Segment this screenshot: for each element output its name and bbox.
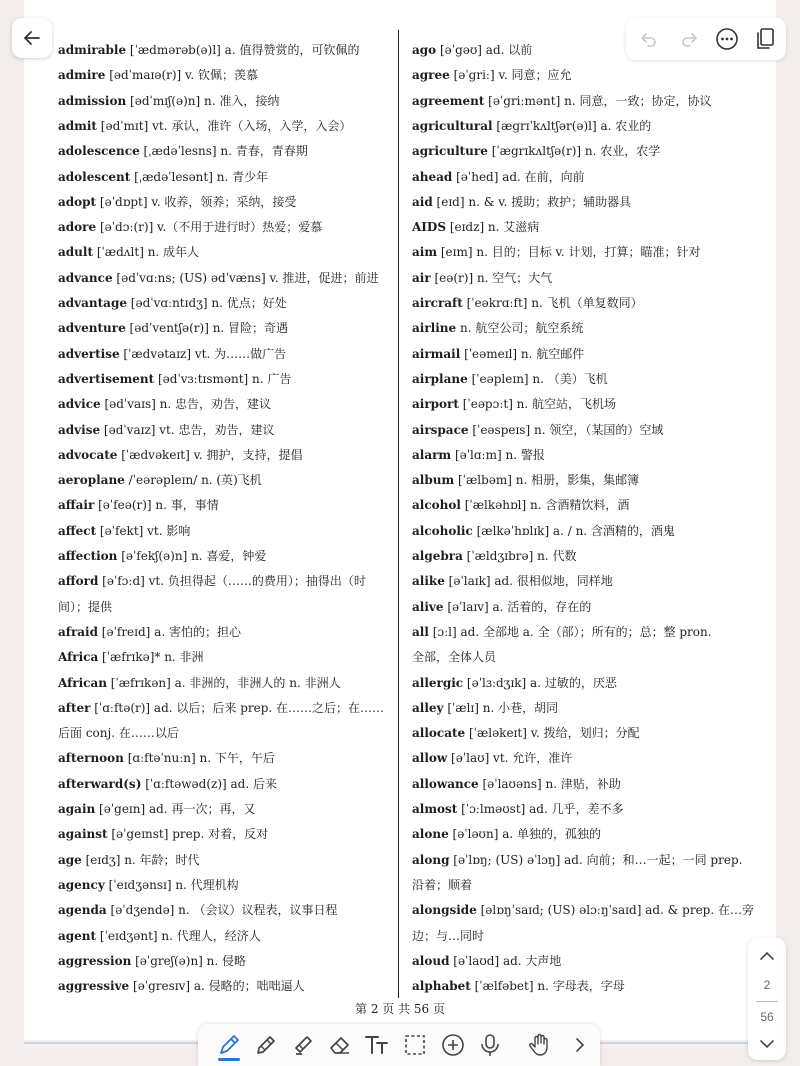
headword: afraid: [58, 624, 98, 639]
headword: airport: [412, 397, 459, 412]
definition: [ˈɑːftə(r)] ad. 以后；后来 prep. 在……之后；在……: [90, 700, 385, 715]
hand-icon: [527, 1032, 553, 1058]
headword: airline: [412, 321, 457, 336]
pen-tool-button[interactable]: [214, 1030, 244, 1060]
headword: airmail: [412, 346, 461, 361]
dictionary-entry: [58, 139, 400, 164]
pencil-tool-button[interactable]: [251, 1030, 281, 1060]
dictionary-entry: [412, 291, 764, 316]
dictionary-entry: [58, 392, 400, 417]
page-footer: 第 2 页 共 56 页: [355, 1002, 445, 1016]
text-tool-icon: [363, 1032, 391, 1058]
dictionary-entry: [58, 63, 400, 88]
headword: agenda: [58, 903, 107, 918]
text-tool-button[interactable]: [362, 1030, 392, 1060]
dictionary-entry: [412, 671, 764, 696]
headword: aloud: [412, 953, 450, 968]
definition: [ˈɑːftəwəd(z)] ad. 后来: [141, 776, 277, 791]
dictionary-entry: [412, 519, 764, 544]
definition: [ˈædvəkeɪt] v. 拥护，支持，提倡: [117, 447, 303, 462]
headword: alive: [412, 599, 444, 614]
dictionary-entry: [58, 671, 400, 696]
headword: alcohol: [412, 498, 461, 513]
pencil-icon: [253, 1032, 279, 1058]
back-button[interactable]: [12, 18, 52, 58]
definition: [ədˈvɜːtɪsmənt] n. 广告: [154, 371, 292, 386]
column-divider: [398, 30, 399, 998]
definition: [ˈældʒɪbrə] n. 代数: [462, 549, 577, 563]
dictionary-entry: [412, 772, 764, 797]
current-page: 2: [763, 978, 771, 992]
headword: affair: [58, 498, 95, 513]
lasso-select-button[interactable]: [400, 1030, 430, 1060]
headword: alley: [412, 700, 444, 715]
entry-continuation: [58, 721, 400, 746]
headword: advertisement: [58, 371, 155, 386]
definition: n. 航空公司；航空系统: [456, 321, 584, 336]
dictionary-entry: [412, 443, 764, 468]
dictionary-entry: [58, 316, 400, 341]
headword: alike: [412, 574, 445, 589]
dictionary-entry: [58, 190, 400, 215]
headword: allocate: [412, 726, 466, 741]
redo-button[interactable]: [674, 18, 704, 60]
headword: adore: [58, 220, 97, 235]
headword: airplane: [412, 371, 468, 386]
redo-icon: [680, 30, 698, 48]
definition: [eɪdz] n. 艾滋病: [446, 220, 540, 235]
dictionary-entry: [58, 645, 400, 670]
dictionary-entry: [58, 822, 400, 847]
bottom-toolbar: [198, 1024, 600, 1066]
total-pages: 56: [760, 1010, 774, 1024]
page-up-button[interactable]: [757, 946, 777, 970]
definition: [əˈfreɪd] a. 害怕的；担心: [97, 624, 241, 639]
copy-pages-icon: [754, 27, 776, 51]
dictionary-entry: [58, 898, 400, 923]
definition: [ˈædʌlt] n. 成年人: [93, 245, 200, 260]
dictionary-entry: [58, 367, 400, 392]
definition: [ədˈmɪt] vt. 承认，准许（入场，入学，入会）: [96, 118, 352, 133]
dictionary-entry: [412, 721, 764, 746]
headword: aid: [412, 194, 433, 209]
headword: admission: [58, 93, 127, 108]
definition: [ˈæfrɪkən] a. 非洲的，非洲人的 n. 非洲人: [106, 675, 341, 690]
definition: [ɑːftəˈnuːn] n. 下午，午后: [123, 751, 275, 766]
entry-continuation: [58, 595, 400, 620]
active-tool-indicator: [218, 1058, 240, 1061]
headword: age: [58, 852, 82, 867]
headword: adolescent: [58, 169, 131, 184]
dictionary-entry: [58, 468, 400, 493]
headword: advocate: [58, 447, 118, 462]
definition: [əˈgriːmənt] n. 同意，一致；协定，协议: [484, 93, 712, 108]
headword: allow: [412, 751, 448, 766]
dictionary-entry: [412, 418, 764, 443]
headword: all: [412, 624, 429, 639]
chevron-down-icon: [757, 1034, 777, 1054]
dictionary-entry: [58, 215, 400, 240]
dictionary-entry: [412, 746, 764, 771]
definition: 沿着；顺着: [412, 877, 473, 892]
dictionary-entry: [412, 367, 764, 392]
page-down-button[interactable]: [757, 1034, 777, 1058]
definition: [ˈeɪdʒənt] n. 代理人，经济人: [96, 928, 261, 943]
dictionary-entry: [412, 569, 764, 594]
definition: [ˈædmərəb(ə)l] a. 值得赞赏的，可钦佩的: [126, 43, 360, 57]
definition: [ˈæfrɪkə]* n. 非洲: [98, 650, 204, 665]
pages-button[interactable]: [750, 18, 780, 60]
definition: [əˈdɒpt] v. 收养，领养；采纳，接受: [96, 194, 297, 209]
highlighter-icon: [290, 1032, 316, 1058]
definition: [ˈeəkrɑːft] n. 飞机（单复数同）: [462, 296, 643, 310]
dictionary-entry: [412, 139, 764, 164]
dictionary-entry: [412, 493, 764, 518]
undo-button[interactable]: [634, 18, 664, 60]
eraser-icon: [327, 1032, 353, 1058]
headword: advise: [58, 422, 101, 437]
dictionary-entry: [412, 63, 764, 88]
dictionary-entry: [412, 215, 764, 240]
definition: [ˈælfəbet] n. 字母表，字母: [470, 979, 625, 994]
headword: aggression: [58, 953, 132, 968]
microphone-button[interactable]: [475, 1030, 505, 1060]
headword: affect: [58, 523, 97, 538]
headword: agreement: [412, 93, 485, 108]
dictionary-entry: [58, 519, 400, 544]
headword: adolescence: [58, 144, 140, 159]
headword: Africa: [58, 650, 99, 665]
dictionary-entry: [58, 114, 400, 139]
headword: allergic: [412, 675, 464, 690]
headword: advertise: [58, 346, 120, 361]
definition: [ədˈvaɪs] n. 忠告，劝告，建议: [100, 397, 272, 412]
dictionary-entry: [412, 190, 764, 215]
top-toolbar: [626, 18, 786, 60]
dictionary-entry: [412, 392, 764, 417]
definition: [ˈeəmeɪl] n. 航空邮件: [460, 346, 585, 361]
dictionary-entry: [412, 240, 764, 265]
dictionary-entry: [58, 443, 400, 468]
definition: [eɪdʒ] n. 年龄；时代: [81, 852, 200, 867]
definition: [ˌædəˈlesns] n. 青春，青春期: [139, 144, 308, 159]
definition: [ədˈvaɪz] vt. 忠告，劝告，建议: [100, 422, 275, 437]
dictionary-entry: [412, 342, 764, 367]
dictionary-entry: [412, 595, 764, 620]
definition: [ˈeəpɔːt] n. 航空站，飞机场: [458, 397, 617, 412]
definition: [ədˈventʃə(r)] n. 冒险；奇遇: [125, 321, 289, 336]
headword: against: [58, 827, 108, 842]
microphone-icon: [477, 1032, 503, 1058]
dictionary-entry: [412, 848, 764, 873]
headword: agriculture: [412, 144, 488, 159]
definition: [ˈædvətaɪz] vt. 为……做广告: [119, 346, 287, 361]
headword: agree: [412, 68, 450, 83]
definition: [ælkəˈhɒlɪk] a. / n. 含酒精的，酒鬼: [472, 523, 675, 538]
lasso-select-icon: [402, 1032, 428, 1058]
headword: afterward(s): [58, 776, 142, 791]
headword: adult: [58, 245, 93, 260]
dictionary-entry: [412, 316, 764, 341]
definition: [eə(r)] n. 空气；大气: [430, 270, 553, 285]
definition: [əlɒŋˈsaɪd; (US) əlɔːŋˈsaɪd] ad. & prep. 在…旁: [476, 903, 754, 918]
headword: African: [58, 675, 107, 690]
definition: [ˈæləkeɪt] v. 拨给，划归；分配: [465, 726, 640, 741]
definition: 边；与…同时: [412, 928, 485, 943]
definition: [əˈgreʃ(ə)n] n. 侵略: [131, 953, 247, 968]
headword: aggressive: [58, 979, 130, 994]
dictionary-entry: [58, 89, 400, 114]
dictionary-entry: [412, 165, 764, 190]
dictionary-entry: [58, 266, 400, 291]
entry-continuation: [412, 873, 764, 898]
headword: affection: [58, 549, 118, 563]
headword: ago: [412, 43, 437, 57]
dictionary-entry: [412, 898, 764, 923]
headword: admit: [58, 118, 97, 133]
definition: [ədˈvɑːns; (US) ədˈvæns] v. 推进，促进；前进: [112, 270, 379, 285]
add-icon: [440, 1032, 466, 1058]
pen-icon: [216, 1032, 242, 1058]
definition: [əˈdɔː(r)] v.（不用于进行时）热爱；爱慕: [96, 220, 323, 235]
eraser-tool-button[interactable]: [325, 1030, 355, 1060]
headword: almost: [412, 802, 458, 816]
definition: 后面 conj. 在……以后: [58, 726, 179, 741]
dictionary-entry: [58, 924, 400, 949]
dictionary-entry: [412, 620, 764, 645]
definition: [əˈfɔːd] vt. 负担得起（……的费用）；抽得出（时: [98, 574, 366, 589]
headword: ahead: [412, 169, 453, 184]
headword: aeroplane: [58, 473, 125, 488]
headword: agent: [58, 928, 97, 943]
definition: [əˈlɒŋ; (US) əˈlɔŋ] ad. 向前；和…一起；一同 prep.: [449, 852, 743, 867]
definition: [eɪd] n. & v. 援助；救护；辅助器具: [432, 194, 632, 209]
headword: aim: [412, 245, 438, 260]
headword: adopt: [58, 194, 97, 209]
dictionary-entry: [58, 38, 400, 63]
definition: [ˌædəˈlesənt] n. 青少年: [130, 169, 269, 184]
definition: [ˈɔːlməʊst] ad. 几乎，差不多: [457, 802, 624, 816]
definition: /ˈeərəpleɪn/ n. (英)飞机: [124, 473, 262, 488]
dictionary-entry: [58, 797, 400, 822]
definition: [əˈlɑːm] n. 警报: [451, 447, 545, 462]
definition: [əˈlaʊd] ad. 大声地: [449, 953, 562, 968]
definition: [əˈhed] ad. 在前，向前: [452, 169, 585, 184]
headword: alarm: [412, 447, 452, 462]
definition: [ɔːl] ad. 全部地 a. 全（部）；所有的；总；整 pron.: [428, 624, 712, 639]
dictionary-entry: [412, 114, 764, 139]
dictionary-entry: [412, 266, 764, 291]
headword: admire: [58, 68, 106, 83]
definition: [əˈfekʃ(ə)n] n. 喜爱，钟爱: [117, 549, 267, 563]
dictionary-entry: [58, 240, 400, 265]
document-page: [24, 0, 776, 1040]
headword: AIDS: [412, 220, 446, 235]
headword: adventure: [58, 321, 126, 336]
definition: [əˈlɜːdʒɪk] a. 过敏的，厌恶: [463, 675, 617, 690]
definition: [əˈgriː] v. 同意；应允: [449, 68, 572, 83]
definition: [ˈælbəm] n. 相册，影集，集邮簿: [454, 473, 640, 488]
hand-tool-button[interactable]: [525, 1030, 555, 1060]
headword: admirable: [58, 43, 127, 57]
headword: algebra: [412, 549, 463, 563]
definition: [eɪm] n. 目的；目标 v. 计划，打算；瞄准；针对: [437, 245, 701, 260]
definition: [əˈlaɪv] a. 活着的，存在的: [443, 599, 592, 614]
headword: agricultural: [412, 118, 493, 133]
definition: [ˈeəpleɪn] n. （美）飞机: [467, 371, 608, 386]
definition: [ədˈvɑːntɪdʒ] n. 优点；好处: [126, 296, 287, 310]
definition: [əˈgeɪn] ad. 再一次；再，又: [95, 802, 256, 816]
dictionary-entry: [412, 822, 764, 847]
dictionary-entry: [58, 620, 400, 645]
dictionary-entry: [412, 949, 764, 974]
headword: after: [58, 700, 91, 715]
dictionary-entry: [58, 974, 400, 999]
definition: [əˈlaʊ] vt. 允许，准许: [447, 751, 573, 766]
highlighter-tool-button[interactable]: [288, 1030, 318, 1060]
headword: allowance: [412, 776, 479, 791]
definition: [ægrɪˈkʌltʃər(ə)l] a. 农业的: [492, 118, 652, 133]
definition: [ədˈmɪʃ(ə)n] n. 准入，接纳: [126, 93, 280, 108]
dictionary-entry: [58, 342, 400, 367]
chevron-right-icon: [570, 1035, 590, 1055]
dictionary-entry: [412, 696, 764, 721]
definition: [əˈlaʊəns] n. 津贴，补助: [478, 776, 621, 791]
headword: alphabet: [412, 979, 471, 994]
headword: alcoholic: [412, 523, 473, 538]
definition: [ədˈmaɪə(r)] v. 钦佩；羡慕: [105, 68, 259, 83]
dictionary-entry: [58, 848, 400, 873]
headword: along: [412, 852, 450, 867]
definition: [əˈgresɪv] a. 侵略的；咄咄逼人: [129, 979, 305, 994]
dictionary-entry: [412, 974, 764, 999]
dictionary-entry: [58, 544, 400, 569]
add-button[interactable]: [438, 1030, 468, 1060]
chevron-up-icon: [757, 946, 777, 966]
entry-continuation: [412, 645, 764, 670]
entry-continuation: [412, 924, 764, 949]
definition: [ˈeɪdʒənsɪ] n. 代理机构: [104, 877, 239, 892]
definition: [əˈdʒendə] n. （会议）议程表，议事日程: [106, 903, 338, 918]
dictionary-entry: [58, 569, 400, 594]
dictionary-entry: [58, 493, 400, 518]
definition: [ˈælkəhɒl] n. 含酒精饮料，酒: [460, 498, 630, 513]
headword: advantage: [58, 296, 127, 310]
arrow-left-icon: [22, 28, 42, 48]
definition: [əˈgəʊ] ad. 以前: [436, 43, 533, 57]
headword: advance: [58, 270, 113, 285]
headword: album: [412, 473, 455, 488]
dictionary-entry: [58, 949, 400, 974]
page-navigator: [748, 938, 786, 1060]
dictionary-entry: [412, 797, 764, 822]
headword: again: [58, 802, 96, 816]
definition: [əˈləʊn] a. 单独的，孤独的: [448, 827, 601, 842]
headword: afternoon: [58, 751, 124, 766]
headword: afford: [58, 574, 99, 589]
definition: [əˈgeɪnst] prep. 对着，反对: [107, 827, 269, 842]
definition: [ˈægrɪkʌltʃə(r)] n. 农业，农学: [487, 144, 661, 159]
dictionary-entry: [58, 291, 400, 316]
headword: advice: [58, 397, 101, 412]
definition: [əˈfekt] vt. 影响: [96, 523, 191, 538]
definition: 间）；提供: [58, 599, 113, 614]
next-tools-button[interactable]: [565, 1030, 595, 1060]
definition: [ˈælɪ] n. 小巷，胡同: [443, 700, 559, 715]
definition: [ˈeəspeɪs] n. 领空，（某国的）空域: [468, 422, 664, 437]
more-button[interactable]: [712, 18, 742, 60]
headword: aircraft: [412, 296, 463, 310]
headword: alone: [412, 827, 449, 842]
dictionary-entry: [58, 772, 400, 797]
dictionary-entry: [58, 873, 400, 898]
headword: agency: [58, 877, 105, 892]
dictionary-entry: [58, 418, 400, 443]
definition: [əˈlaɪk] ad. 很相似地，同样地: [444, 574, 613, 589]
dictionary-entry: [58, 746, 400, 771]
dictionary-entry: [58, 165, 400, 190]
headword: airspace: [412, 422, 469, 437]
dictionary-entry: [412, 89, 764, 114]
definition: [əˈfeə(r)] n. 事，事情: [94, 498, 219, 513]
dictionary-entry: [58, 696, 400, 721]
dictionary-entry: [412, 468, 764, 493]
pager-separator: [756, 1001, 778, 1002]
definition: 全部，全体人员: [412, 650, 497, 665]
dictionary-entry: [412, 544, 764, 569]
more-icon: [715, 27, 739, 51]
headword: alongside: [412, 903, 477, 918]
headword: air: [412, 270, 431, 285]
undo-icon: [640, 30, 658, 48]
